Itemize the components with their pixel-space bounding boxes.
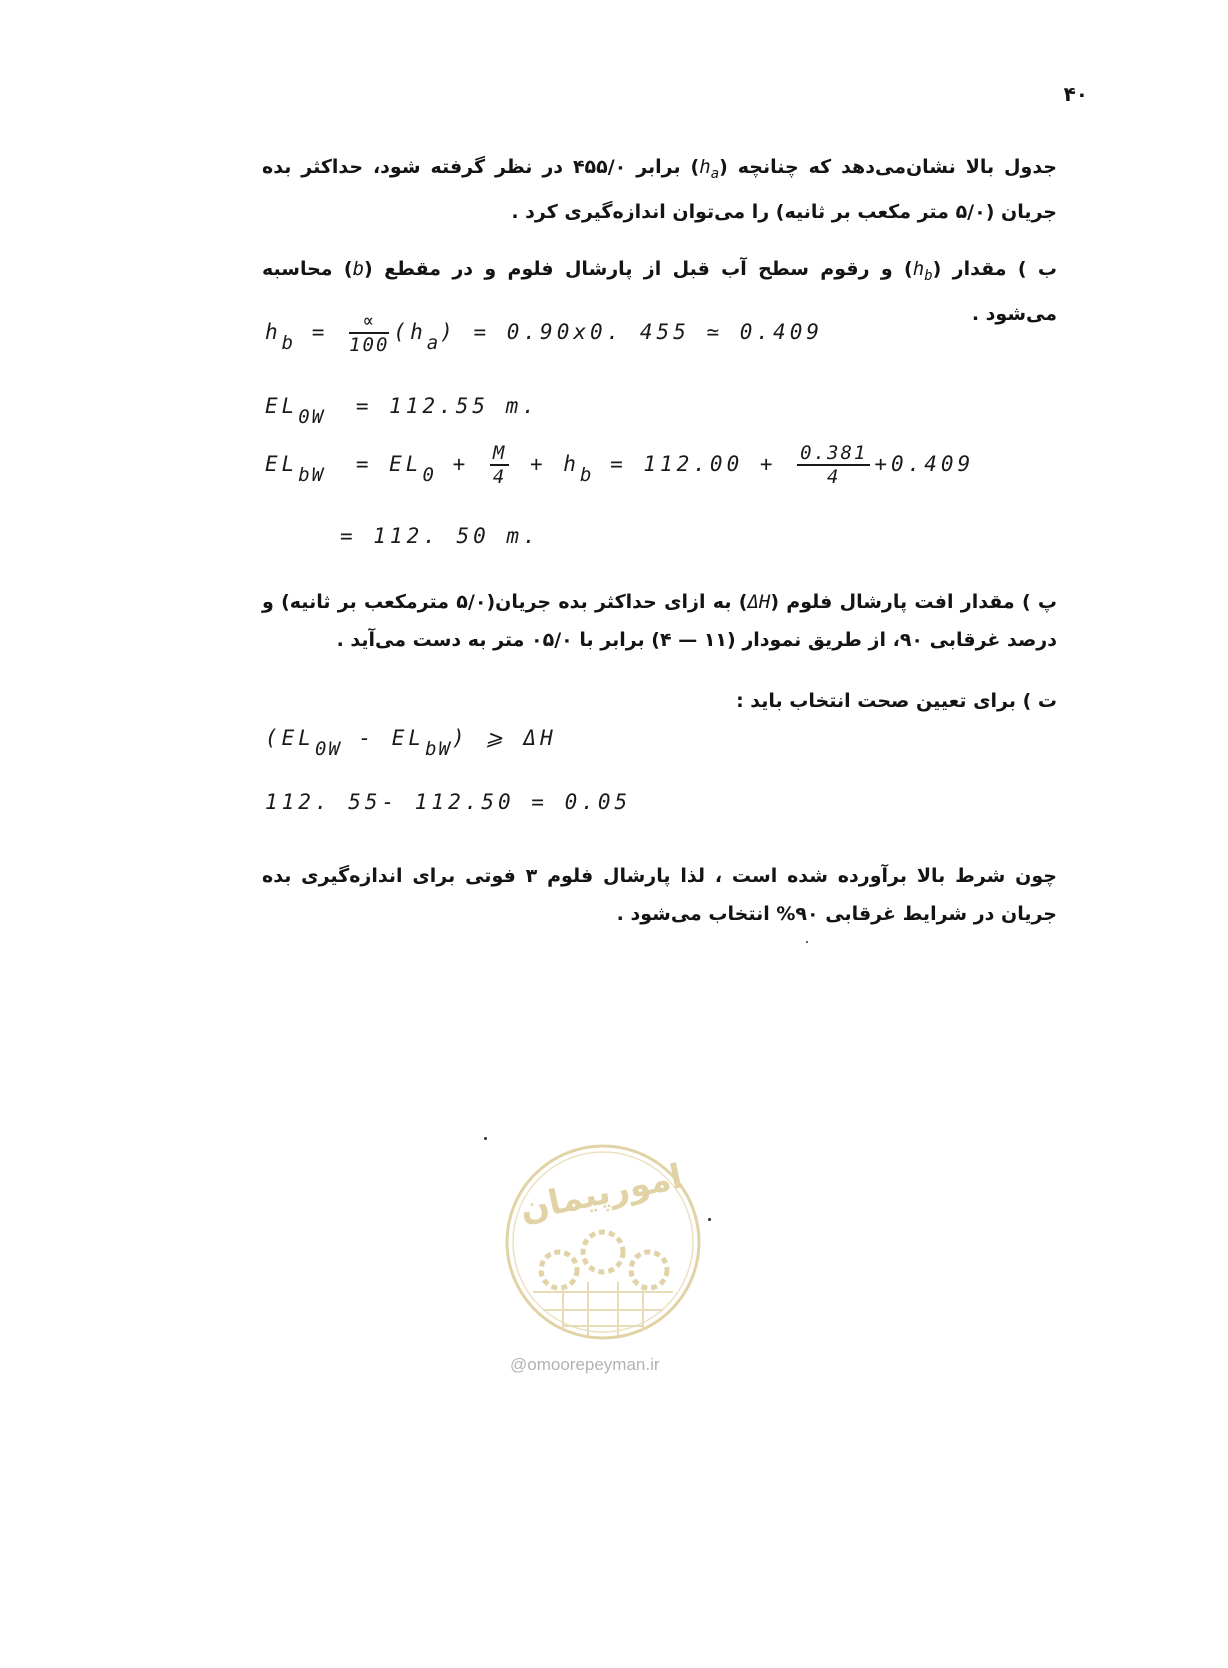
text-run: ب ) مقدار ( (932, 258, 1058, 280)
paragraph-t: ت ) برای تعیین صحت انتخاب باید : (736, 690, 1057, 712)
equation-el-bw-result: = 112. 50 m. (340, 524, 540, 548)
watermark-logo-text: امورپیمان (516, 1156, 686, 1230)
text-run: جدول بالا نشان‌می‌دهد که چنانچه ( (719, 156, 1057, 178)
equation-condition: $(EL_{0W} - EL_{bW})$ ⩾ ΔH (265, 726, 557, 760)
fraction: $\frac{0.381}{4}$ (797, 442, 870, 488)
paragraph-conclusion: چون شرط بالا برآورده شده است ، لذا پارشال فلوم ۳ فوتی برای اندازه‌گیری بده جریان در شرایط غرقابی ۹۰% انتخاب می‌شود . (262, 865, 1057, 925)
equation-el-bw: $EL_{bW} = EL_0$ + $\frac{M}{4}$ + $h_b = 112.00$ + $\frac{0.381}{4}$ +0.409 (265, 442, 975, 488)
equation-el-ow: $EL_{0W} = 112.55$ m. (265, 394, 539, 428)
inline-math: $h_a$ (699, 156, 720, 182)
watermark-logo (503, 1142, 703, 1342)
watermark-url: @omoorepeyman.ir (510, 1355, 660, 1374)
inline-math: ΔH (747, 591, 771, 613)
paragraph-p (262, 583, 1057, 659)
fraction: $\frac{\propto}{100}$ (349, 310, 390, 356)
text-run: پ ) مقدار افت پارشال فلوم ( (770, 591, 1058, 613)
equation-check: 112. 55- 112.50 = 0.05 (265, 790, 632, 814)
inline-math: $h_b$ (912, 258, 933, 284)
page-number: ۴۰ (1063, 82, 1088, 106)
inline-math: b (352, 258, 365, 280)
equation-hb: $h_b$ = $\frac{\propto}{100}$ $(h_a) = 0.90x0$. 455 ≃ 0.409 (265, 310, 823, 356)
text-run: ) محاسبه می‌شود . (262, 258, 1057, 325)
fraction: $\frac{M}{4}$ (490, 442, 509, 488)
scan-speck (484, 1137, 487, 1140)
scan-speck (708, 1218, 711, 1221)
text-run: ) به ازای حداکثر بده جریان(۵/۰ مترمکعب بر ثانیه) و درصد غرقابی ۹۰، از طریق نمودار (۱۱ — ۴) برابر با ۰۵/۰ متر به دست می‌آید . (262, 591, 1057, 651)
paragraph-intro (262, 148, 1057, 231)
text-run: ) برابر ۴۵۵/۰ در نظر گرفته شود، حداکثر بده جریان (۵/۰ متر مکعب بر ثانیه) را می‌توان اندازه‌گیری کرد . (262, 156, 1057, 223)
text-run: ) و رقوم سطح آب قبل از پارشال فلوم و در مقطع ( (364, 258, 913, 280)
scan-speck (806, 941, 808, 943)
